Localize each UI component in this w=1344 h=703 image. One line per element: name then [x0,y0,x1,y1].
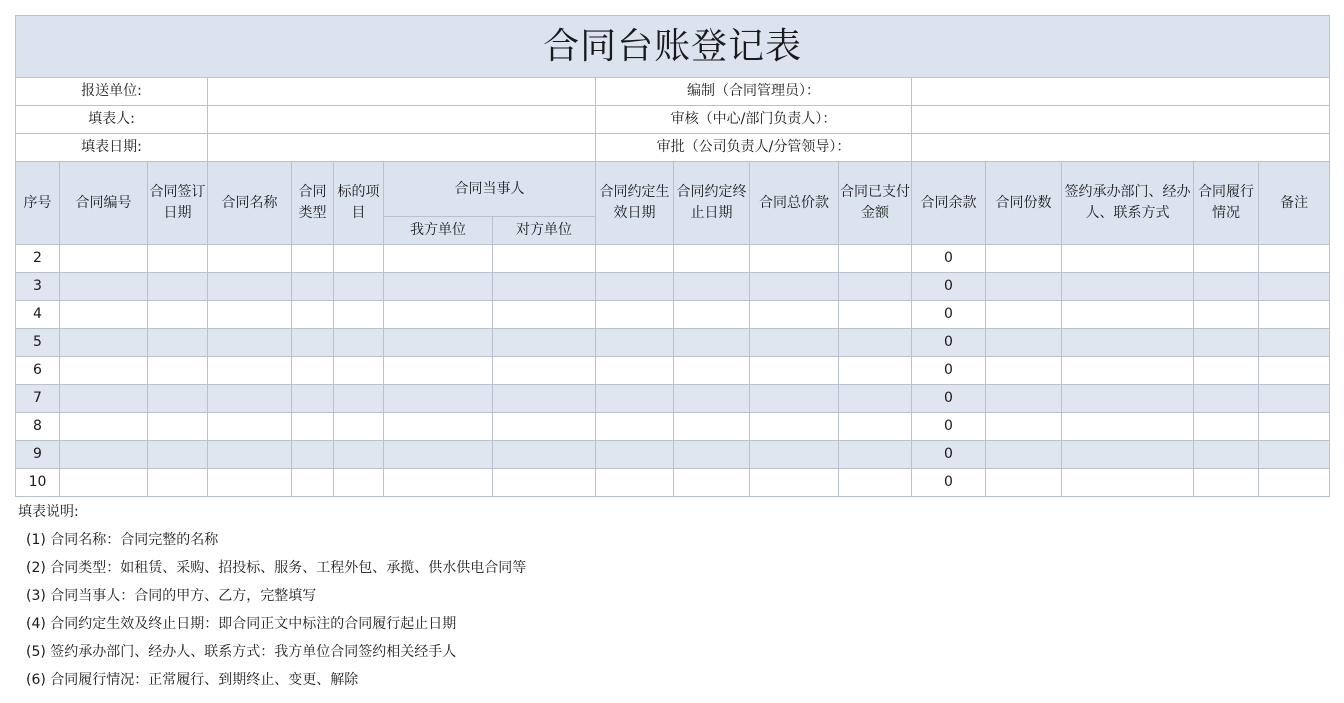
cell-contract-type[interactable] [292,329,334,357]
cell-performance[interactable] [1194,441,1259,469]
cell-subject[interactable] [334,385,384,413]
cell-effective-date[interactable] [596,441,674,469]
cell-performance[interactable] [1194,357,1259,385]
field-fill-date[interactable] [208,134,596,162]
cell-remarks[interactable] [1259,301,1330,329]
sheet-title: 合同台账登记表 [16,16,1330,78]
cell-subject[interactable] [334,357,384,385]
label-approver: 审批（公司负责人/分管领导）： [596,134,912,162]
cell-subject[interactable] [334,301,384,329]
header-seq: 序号 [16,162,60,245]
cell-effective-date[interactable] [596,385,674,413]
cell-sign-date[interactable] [148,441,208,469]
cell-paid-amount[interactable] [839,273,912,301]
cell-seq[interactable]: 4 [16,301,60,329]
cell-balance[interactable]: 0 [912,413,986,441]
cell-end-date[interactable] [674,441,750,469]
cell-contract-name[interactable] [208,273,292,301]
cell-dept-contact[interactable] [1062,357,1194,385]
cell-balance[interactable]: 0 [912,469,986,497]
field-approver[interactable] [912,134,1330,162]
header-total-price: 合同总价款 [750,162,839,245]
cell-paid-amount[interactable] [839,413,912,441]
cell-other-party[interactable] [493,441,596,469]
cell-contract-name[interactable] [208,441,292,469]
cell-remarks[interactable] [1259,273,1330,301]
cell-balance[interactable]: 0 [912,273,986,301]
cell-copies[interactable] [986,413,1062,441]
cell-paid-amount[interactable] [839,469,912,497]
cell-our-party[interactable] [384,413,493,441]
header-subject: 标的项目 [334,162,384,245]
cell-paid-amount[interactable] [839,385,912,413]
cell-our-party[interactable] [384,329,493,357]
cell-copies[interactable] [986,245,1062,273]
cell-sign-date[interactable] [148,301,208,329]
cell-remarks[interactable] [1259,329,1330,357]
cell-dept-contact[interactable] [1062,329,1194,357]
cell-other-party[interactable] [493,273,596,301]
cell-effective-date[interactable] [596,469,674,497]
cell-effective-date[interactable] [596,329,674,357]
cell-seq[interactable]: 10 [16,469,60,497]
meta-row-unit [16,78,1330,106]
header-performance: 合同履行情况 [1194,162,1259,245]
cell-performance[interactable] [1194,413,1259,441]
cell-our-party[interactable] [384,245,493,273]
meta-row-filler [16,106,1330,134]
cell-copies[interactable] [986,469,1062,497]
cell-seq[interactable]: 2 [16,245,60,273]
cell-contract-no[interactable] [60,413,148,441]
cell-contract-type[interactable] [292,301,334,329]
cell-paid-amount[interactable] [839,245,912,273]
cell-total-price[interactable] [750,329,839,357]
cell-contract-name[interactable] [208,385,292,413]
cell-performance[interactable] [1194,245,1259,273]
cell-total-price[interactable] [750,245,839,273]
cell-other-party[interactable] [493,385,596,413]
cell-total-price[interactable] [750,385,839,413]
cell-sign-date[interactable] [148,245,208,273]
table-row [16,357,1330,385]
cell-other-party[interactable] [493,469,596,497]
cell-balance[interactable]: 0 [912,357,986,385]
cell-end-date[interactable] [674,469,750,497]
table-row [16,469,1330,497]
cell-effective-date[interactable] [596,273,674,301]
cell-copies[interactable] [986,301,1062,329]
cell-contract-type[interactable] [292,273,334,301]
label-reviewer: 审核（中心/部门负责人）： [596,106,912,134]
header-sign-date: 合同签订日期 [148,162,208,245]
cell-dept-contact[interactable] [1062,245,1194,273]
cell-dept-contact[interactable] [1062,273,1194,301]
cell-copies[interactable] [986,441,1062,469]
cell-performance[interactable] [1194,301,1259,329]
cell-performance[interactable] [1194,273,1259,301]
cell-contract-name[interactable] [208,413,292,441]
cell-subject[interactable] [334,441,384,469]
cell-seq[interactable]: 8 [16,413,60,441]
table-row [16,301,1330,329]
field-report-unit[interactable] [208,78,596,106]
cell-performance[interactable] [1194,329,1259,357]
cell-sign-date[interactable] [148,329,208,357]
cell-other-party[interactable] [493,357,596,385]
cell-end-date[interactable] [674,357,750,385]
header-contract-type: 合同类型 [292,162,334,245]
cell-other-party[interactable] [493,413,596,441]
cell-our-party[interactable] [384,357,493,385]
cell-contract-type[interactable] [292,245,334,273]
header-other-party: 对方单位 [493,217,596,245]
cell-our-party[interactable] [384,441,493,469]
note-item: (5) 签约承办部门、经办人、联系方式：我方单位合同签约相关经手人 [26,644,457,660]
cell-sign-date[interactable] [148,385,208,413]
cell-seq[interactable]: 9 [16,441,60,469]
table-row [16,245,1330,273]
cell-other-party[interactable] [493,245,596,273]
contract-ledger-table [15,15,1330,497]
header-copies: 合同份数 [986,162,1062,245]
cell-end-date[interactable] [674,273,750,301]
cell-copies[interactable] [986,329,1062,357]
cell-contract-no[interactable] [60,301,148,329]
cell-remarks[interactable] [1259,441,1330,469]
cell-end-date[interactable] [674,413,750,441]
header-dept-contact: 签约承办部门、经办人、联系方式 [1062,162,1194,245]
cell-total-price[interactable] [750,469,839,497]
cell-subject[interactable] [334,273,384,301]
label-compiler: 编制（合同管理员）： [596,78,912,106]
cell-total-price[interactable] [750,441,839,469]
cell-paid-amount[interactable] [839,329,912,357]
header-paid-amount: 合同已支付金额 [839,162,912,245]
header-end-date: 合同约定终止日期 [674,162,750,245]
cell-balance[interactable]: 0 [912,245,986,273]
table-row [16,273,1330,301]
cell-end-date[interactable] [674,301,750,329]
header-parties: 合同当事人 [384,162,596,217]
cell-remarks[interactable] [1259,357,1330,385]
cell-contract-name[interactable] [208,357,292,385]
cell-seq[interactable]: 3 [16,273,60,301]
cell-sign-date[interactable] [148,357,208,385]
cell-contract-name[interactable] [208,469,292,497]
cell-paid-amount[interactable] [839,357,912,385]
cell-seq[interactable]: 6 [16,357,60,385]
field-reviewer[interactable] [912,106,1330,134]
meta-row-date [16,134,1330,162]
cell-subject[interactable] [334,469,384,497]
cell-sign-date[interactable] [148,413,208,441]
label-report-unit: 报送单位: [16,78,208,106]
notes-title: 填表说明: [18,504,79,520]
table-row [16,385,1330,413]
label-fill-date: 填表日期: [16,134,208,162]
cell-contract-name[interactable] [208,245,292,273]
cell-other-party[interactable] [493,329,596,357]
cell-our-party[interactable] [384,301,493,329]
fill-instructions [18,502,526,694]
cell-end-date[interactable] [674,329,750,357]
cell-subject[interactable] [334,413,384,441]
cell-performance[interactable] [1194,469,1259,497]
cell-subject[interactable] [334,245,384,273]
cell-our-party[interactable] [384,385,493,413]
header-remarks: 备注 [1259,162,1330,245]
cell-contract-no[interactable] [60,441,148,469]
cell-balance[interactable]: 0 [912,301,986,329]
header-row [16,162,1330,217]
cell-remarks[interactable] [1259,469,1330,497]
field-filler[interactable] [208,106,596,134]
header-contract-no: 合同编号 [60,162,148,245]
note-item: (2) 合同类型：如租赁、采购、招投标、服务、工程外包、承揽、供水供电合同等 [26,560,527,576]
cell-end-date[interactable] [674,245,750,273]
cell-copies[interactable] [986,357,1062,385]
cell-contract-type[interactable] [292,385,334,413]
cell-contract-type[interactable] [292,441,334,469]
cell-contract-name[interactable] [208,301,292,329]
cell-remarks[interactable] [1259,385,1330,413]
cell-remarks[interactable] [1259,245,1330,273]
cell-seq[interactable]: 5 [16,329,60,357]
cell-total-price[interactable] [750,357,839,385]
cell-paid-amount[interactable] [839,301,912,329]
cell-end-date[interactable] [674,385,750,413]
cell-other-party[interactable] [493,301,596,329]
table-row [16,441,1330,469]
cell-balance[interactable]: 0 [912,329,986,357]
cell-balance[interactable]: 0 [912,441,986,469]
cell-contract-no[interactable] [60,385,148,413]
cell-sign-date[interactable] [148,469,208,497]
cell-total-price[interactable] [750,273,839,301]
cell-effective-date[interactable] [596,245,674,273]
cell-balance[interactable]: 0 [912,385,986,413]
cell-dept-contact[interactable] [1062,385,1194,413]
note-item: (3) 合同当事人：合同的甲方、乙方，完整填写 [26,588,317,604]
cell-paid-amount[interactable] [839,441,912,469]
note-item: (4) 合同约定生效及终止日期：即合同正文中标注的合同履行起止日期 [26,616,457,632]
header-contract-name: 合同名称 [208,162,292,245]
cell-copies[interactable] [986,385,1062,413]
cell-performance[interactable] [1194,385,1259,413]
header-our-party: 我方单位 [384,217,493,245]
cell-contract-type[interactable] [292,413,334,441]
cell-our-party[interactable] [384,469,493,497]
cell-effective-date[interactable] [596,357,674,385]
cell-contract-no[interactable] [60,357,148,385]
note-item: (6) 合同履行情况：正常履行、到期终止、变更、解除 [26,672,359,688]
note-item: (1) 合同名称：合同完整的名称 [26,532,219,548]
cell-contract-no[interactable] [60,329,148,357]
cell-contract-name[interactable] [208,329,292,357]
cell-seq[interactable]: 7 [16,385,60,413]
cell-contract-type[interactable] [292,357,334,385]
cell-dept-contact[interactable] [1062,469,1194,497]
cell-contract-no[interactable] [60,469,148,497]
cell-subject[interactable] [334,329,384,357]
header-effective-date: 合同约定生效日期 [596,162,674,245]
cell-total-price[interactable] [750,413,839,441]
cell-remarks[interactable] [1259,413,1330,441]
cell-effective-date[interactable] [596,301,674,329]
cell-our-party[interactable] [384,273,493,301]
data-rows [16,245,1330,497]
cell-contract-no[interactable] [60,273,148,301]
cell-contract-no[interactable] [60,245,148,273]
cell-effective-date[interactable] [596,413,674,441]
table-row [16,329,1330,357]
field-compiler[interactable] [912,78,1330,106]
cell-sign-date[interactable] [148,273,208,301]
label-filler: 填表人: [16,106,208,134]
cell-copies[interactable] [986,273,1062,301]
cell-dept-contact[interactable] [1062,301,1194,329]
cell-dept-contact[interactable] [1062,441,1194,469]
table-row [16,413,1330,441]
cell-dept-contact[interactable] [1062,413,1194,441]
cell-contract-type[interactable] [292,469,334,497]
header-balance: 合同余款 [912,162,986,245]
cell-total-price[interactable] [750,301,839,329]
